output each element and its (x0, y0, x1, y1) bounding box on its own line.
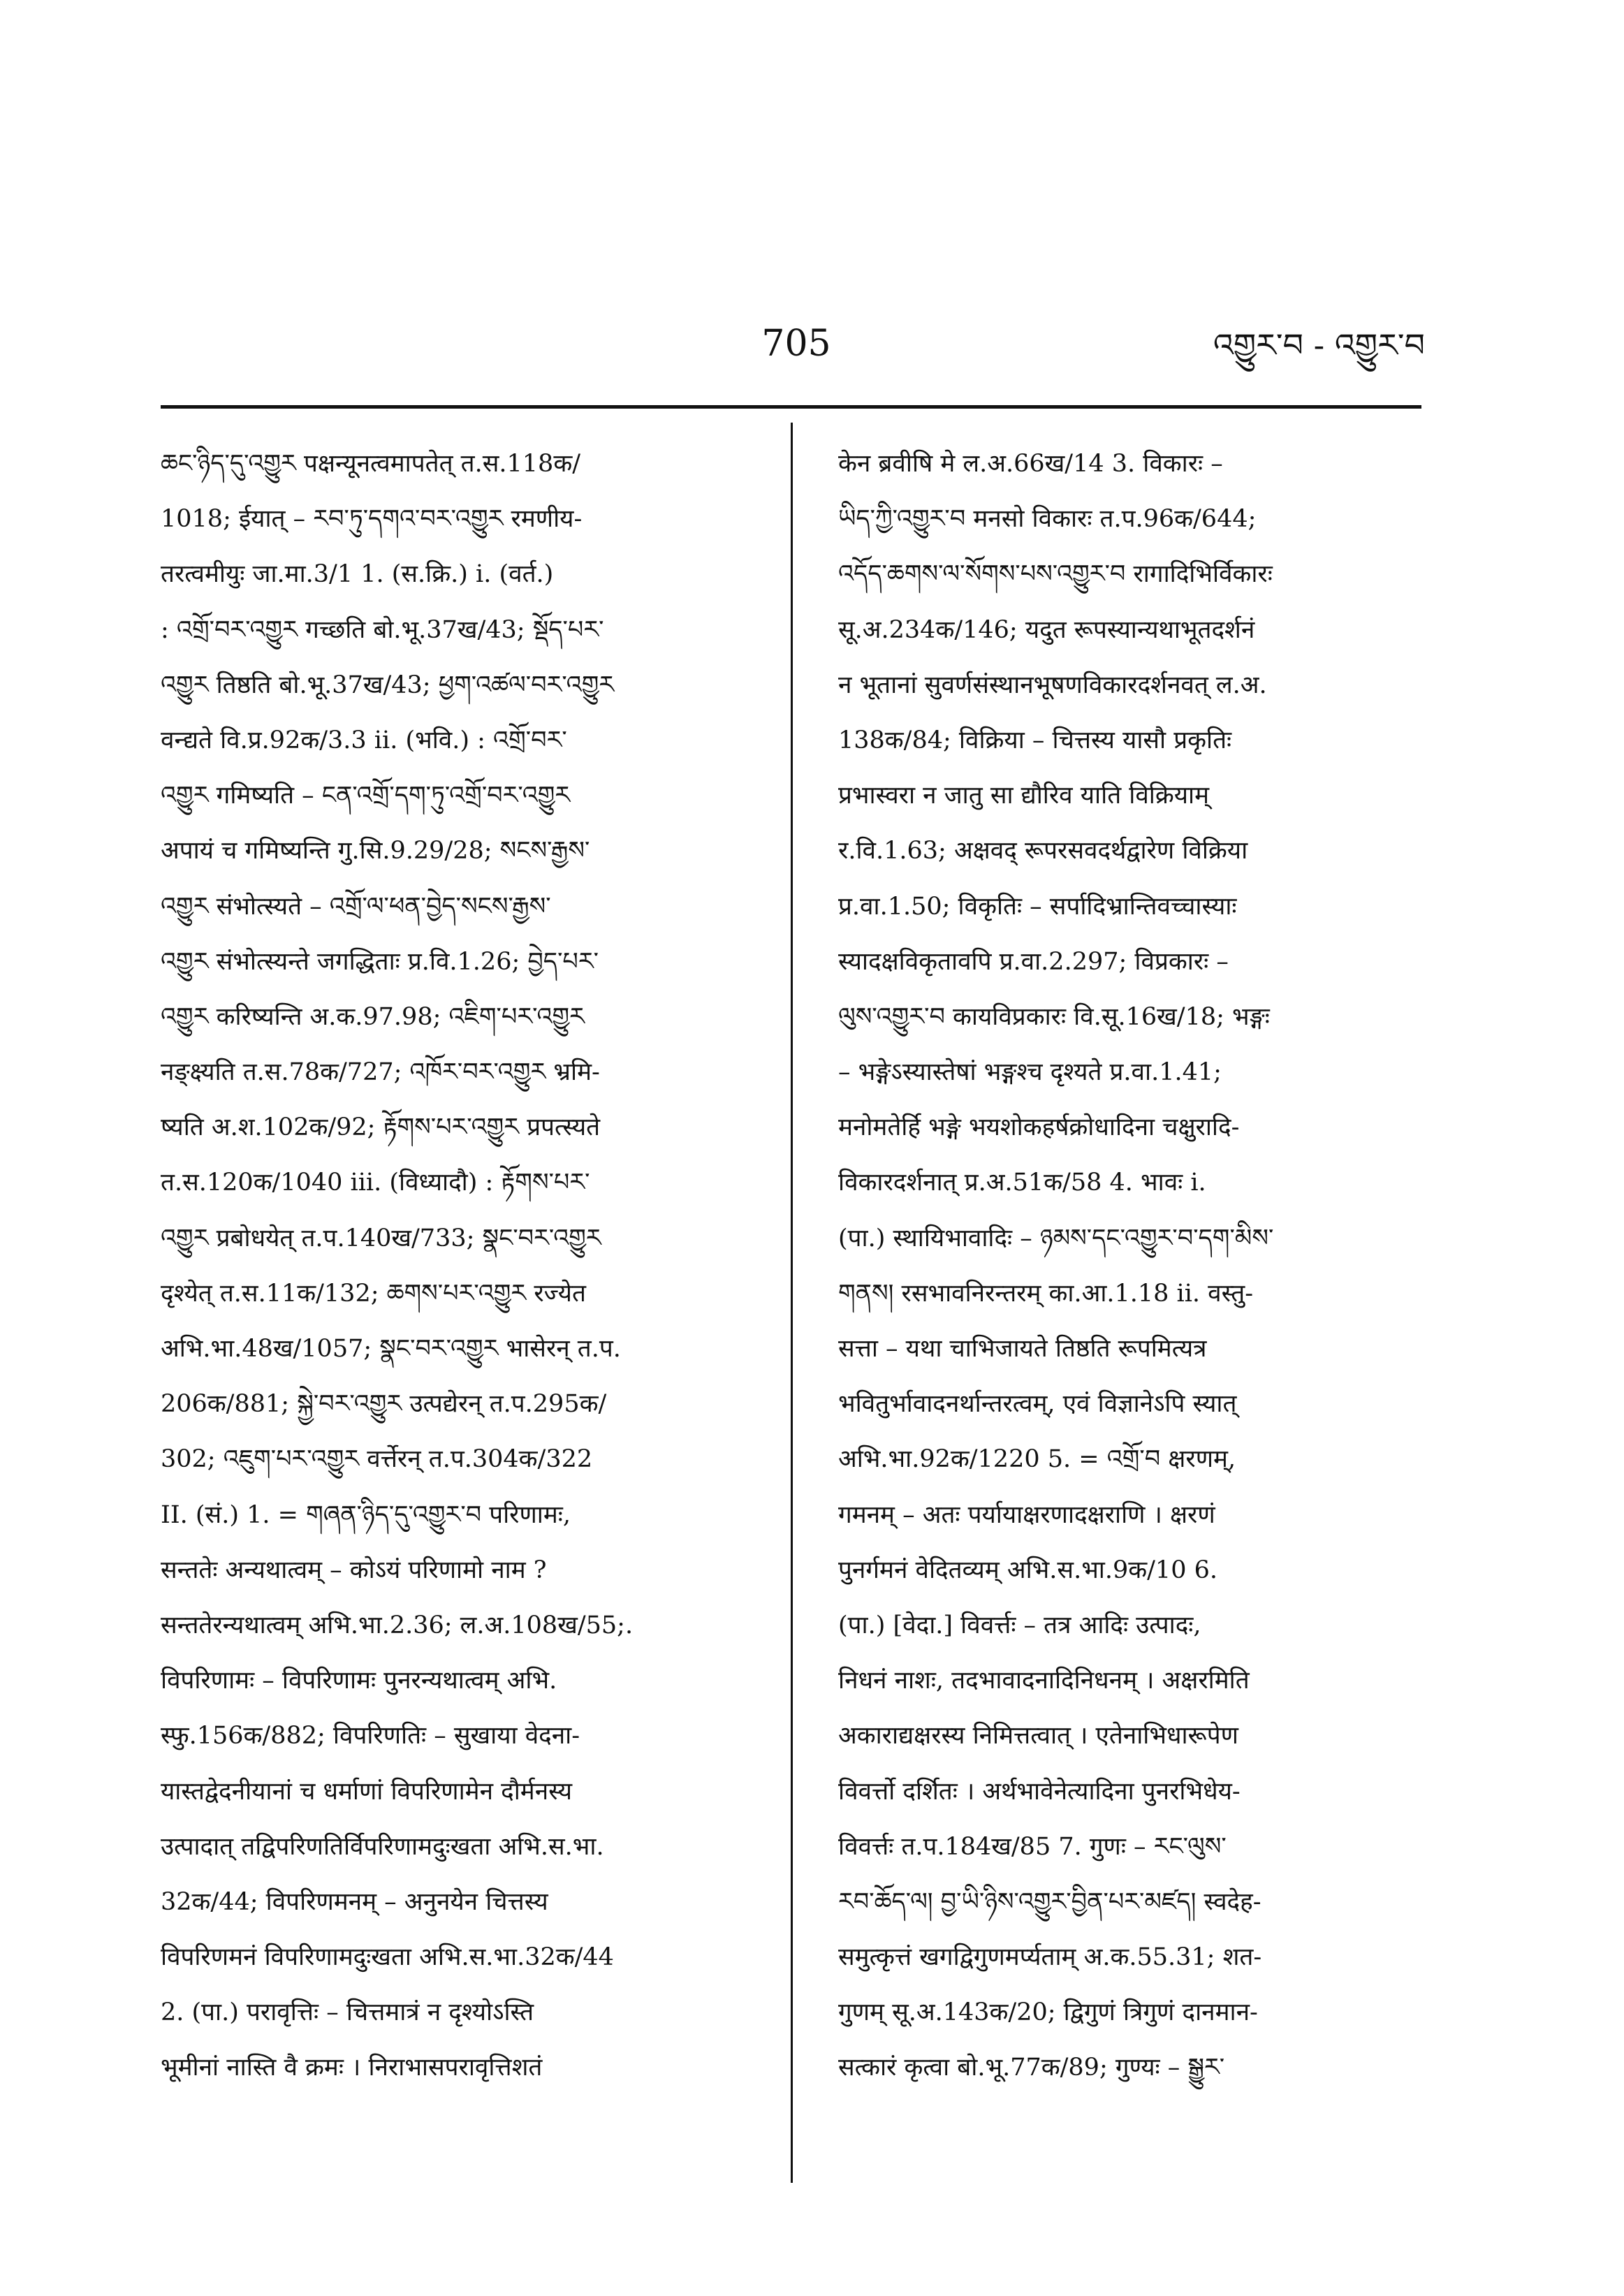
left-line: 206क/881; སྐྱེ་བར་འགྱུར उत्पद्येरन् त.प.295क/ (161, 1390, 607, 1419)
left-line: सन्ततेः अन्यथात्वम् – कोऽयं परिणामो नाम ? (161, 1556, 547, 1584)
right-line: र.वि.1.63; अक्षवद् रूपरसवदर्थद्वारेण विक्रिया (838, 837, 1248, 865)
left-line: II. (सं.) 1. = གཞན་ཉིད་དུ་འགྱུར་བ परिणामः, (161, 1500, 571, 1529)
right-line: प्रभास्वरा न जातु सा द्यौरिव याति विक्रियाम् (838, 782, 1210, 810)
left-line: 32क/44; विपरिणमनम् – अनुनयेन चित्तस्य (161, 1887, 548, 1916)
right-line: पुनर्गमनं वेदितव्यम् अभि.स.भा.9क/10 6. (838, 1556, 1217, 1584)
right-line: समुत्कृत्तं खगद्विगुणमर्प्यताम् अ.क.55.31; शत- (838, 1943, 1262, 1972)
right-line: स्यादक्षविकृतावपि प्र.वा.2.297; विप्रकारः – (838, 947, 1229, 976)
right-line: सत्ता – यथा चाभिजायते तिष्ठति रूपमित्यत्र (838, 1335, 1207, 1363)
left-line: भूमीनां नास्ति वै क्रमः । निराभासपरावृत्तिशतं (161, 2054, 543, 2082)
right-line: मनोमतेर्हि भङ्गे भयशोकहर्षक्रोधादिना चक्षुरादि- (838, 1113, 1240, 1142)
left-line: वन्द्यते वि.प्र.92क/3.3 ii. (भवि.) : འགྲོ་བར་ (161, 726, 567, 754)
left-line: 302; འཇུག་པར་འགྱུར वर्त्तेरन् त.प.304क/322 (161, 1445, 593, 1474)
right-line: विकारदर्शनात् प्र.अ.51क/58 4. भावः i. (838, 1169, 1206, 1197)
left-line: यास्तद्वेदनीयानां च धर्माणां विपरिणामेन दौर्मनस्य (161, 1777, 573, 1806)
left-line: दृश्येत् त.स.11क/132; ཆགས་པར་འགྱུར रज्येत (161, 1279, 586, 1308)
right-line: ལུས་འགྱུར་བ कायविप्रकारः वि.सू.16ख/18; भङ्गः (838, 1002, 1270, 1031)
left-line: स्फु.156क/882; विपरिणतिः – सुखाया वेदना- (161, 1722, 580, 1750)
right-line: केन ब्रवीषि मे ल.अ.66ख/14 3. विकारः – (838, 450, 1223, 478)
right-line: न भूतानां सुवर्णसंस्थानभूषणविकारदर्शनवत् ल.अ. (838, 671, 1267, 699)
right-line: གནས། रसभावनिरन्तरम् का.आ.1.18 ii. वस्तु- (838, 1279, 1254, 1308)
right-line: अकाराद्यक्षरस्य निमित्तत्वात् । एतेनाभिधारूपेण (838, 1722, 1238, 1750)
left-line: त.स.120क/1040 iii. (विध्यादौ) : རྟོགས་པར་ (161, 1169, 590, 1197)
left-line: विपरिणामः – विपरिणामः पुनरन्यथात्वम् अभि. (161, 1667, 557, 1695)
left-line: : འགྲོ་བར་འགྱུར गच्छति बो.भू.37ख/43; སྡོད་པར་ (161, 615, 604, 644)
left-line: འགྱུར संभोत्स्यते – འགྲོ་ལ་ཕན་བྱེད་སངས་རྒྱས་ (161, 892, 551, 921)
right-line: (पा.) [वेदा.] विवर्त्तः – तत्र आदिः उत्पादः, (838, 1611, 1201, 1639)
left-line: འགྱུར प्रबोधयेत् त.प.140ख/733; སྣང་བར་འགྱུར (161, 1224, 601, 1252)
column-divider (791, 423, 793, 2183)
left-line: འགྱུར संभोत्स्यन्ते जगद्धिताः प्र.वि.1.26; བྱེད་པར་ (161, 947, 599, 976)
right-column (838, 437, 1467, 2096)
right-line: – भङ्गेऽस्यास्तेषां भङ्गश्च दृश्यते प्र.वा.1.41; (838, 1058, 1222, 1087)
right-line: विवर्त्तो दर्शितः । अर्थभावेनेत्यादिना पुनरभिधेय- (838, 1777, 1241, 1806)
left-line: नङ्क्ष्यति त.स.78क/727; འཁོར་བར་འགྱུར भ्रमि- (161, 1058, 600, 1087)
running-head: འགྱུར་བ - འགྱུར་བ (1213, 326, 1425, 364)
right-line: प्र.वा.1.50; विकृतिः – सर्पादिभ्रान्तिवच्चास्याः (838, 892, 1237, 921)
right-line: 138क/84; विक्रिया – चित्तस्य यासौ प्रकृतिः (838, 726, 1232, 754)
right-line: सू.अ.234क/146; यदुत रूपस्यान्यथाभूतदर्शनं (838, 615, 1255, 644)
left-column (161, 437, 789, 2096)
right-line: भवितुर्भावादनर्थान्तरत्वम्, एवं विज्ञानेऽपि स्यात् (838, 1390, 1237, 1419)
right-line: गुणम् सू.अ.143क/20; द्विगुणं त्रिगुणं दानमान- (838, 1998, 1258, 2027)
left-line: तरत्वमीयुः जा.मा.3/1 1. (स.क्रि.) i. (वर्त.) (161, 560, 554, 589)
left-line: ཆང་ཉིད་དུ་འགྱུར पक्षन्यूनत्वमापतेत् त.स.118क/ (161, 450, 580, 478)
page-number: 705 (761, 323, 831, 365)
right-line: अभि.भा.92क/1220 5. = འགྲོ་བ क्षरणम्, (838, 1445, 1236, 1474)
right-line: རབ་ཆོད་ལ། བྱ་ཡི་ཉིས་འགྱུར་བྱིན་པར་མཛད། स्वदेह- (838, 1887, 1261, 1916)
left-line: ष्यति अ.श.102क/92; རྟོགས་པར་འགྱུར प्रपत्स्यते (161, 1113, 601, 1142)
left-line: འགྱུར करिष्यन्ति अ.क.97.98; འཇིག་པར་འགྱུར (161, 1002, 585, 1031)
left-line: འགྱུར गमिष्यति – ངན་འགྲོ་དག་ཏུ་འགྲོ་བར་འགྱུར (161, 782, 571, 810)
left-line: 2. (पा.) परावृत्तिः – चित्तमात्रं न दृश्योऽस्ति (161, 1998, 534, 2027)
right-line: विवर्त्तः त.प.184ख/85 7. गुणः – རང་ལུས་ (838, 1832, 1227, 1861)
left-line: འགྱུར तिष्ठति बो.भू.37ख/43; ཕྱག་འཚལ་བར་འགྱུར (161, 671, 615, 699)
right-line: འདོད་ཆགས་ལ་སོགས་པས་འགྱུར་བ रागादिभिर्विकारः (838, 560, 1273, 589)
right-line: निधनं नाशः, तदभावादनादिनिधनम् । अक्षरमिति (838, 1667, 1250, 1695)
right-line: ཡིད་ཀྱི་འགྱུར་བ मनसो विकारः त.प.96क/644; (838, 505, 1257, 534)
left-line: अभि.भा.48ख/1057; སྣང་བར་འགྱུར भासेरन् त.प. (161, 1335, 621, 1363)
left-line: उत्पादात् तद्विपरिणतिर्विपरिणामदुःखता अभि.स.भा. (161, 1832, 604, 1861)
top-rule (161, 405, 1421, 409)
left-line: विपरिणमनं विपरिणामदुःखता अभि.स.भा.32क/44 (161, 1943, 614, 1972)
left-line: अपायं च गमिष्यन्ति गु.सि.9.29/28; སངས་རྒྱས་ (161, 837, 590, 865)
right-line: गमनम् – अतः पर्यायाक्षरणादक्षराणि । क्षरणं (838, 1500, 1215, 1529)
left-line: 1018; ईयात् – རབ་ཏུ་དགའ་བར་འགྱུར रमणीय- (161, 505, 583, 534)
right-line: (पा.) स्थायिभावादिः – ཉམས་དང་འགྱུར་བ་དག་མིས་ (838, 1224, 1274, 1252)
right-line: सत्कारं कृत्वा बो.भू.77क/89; गुण्यः – སྒྱུར་ (838, 2054, 1225, 2082)
left-line: सन्ततेरन्यथात्वम् अभि.भा.2.36; ल.अ.108ख/55;. (161, 1611, 634, 1639)
